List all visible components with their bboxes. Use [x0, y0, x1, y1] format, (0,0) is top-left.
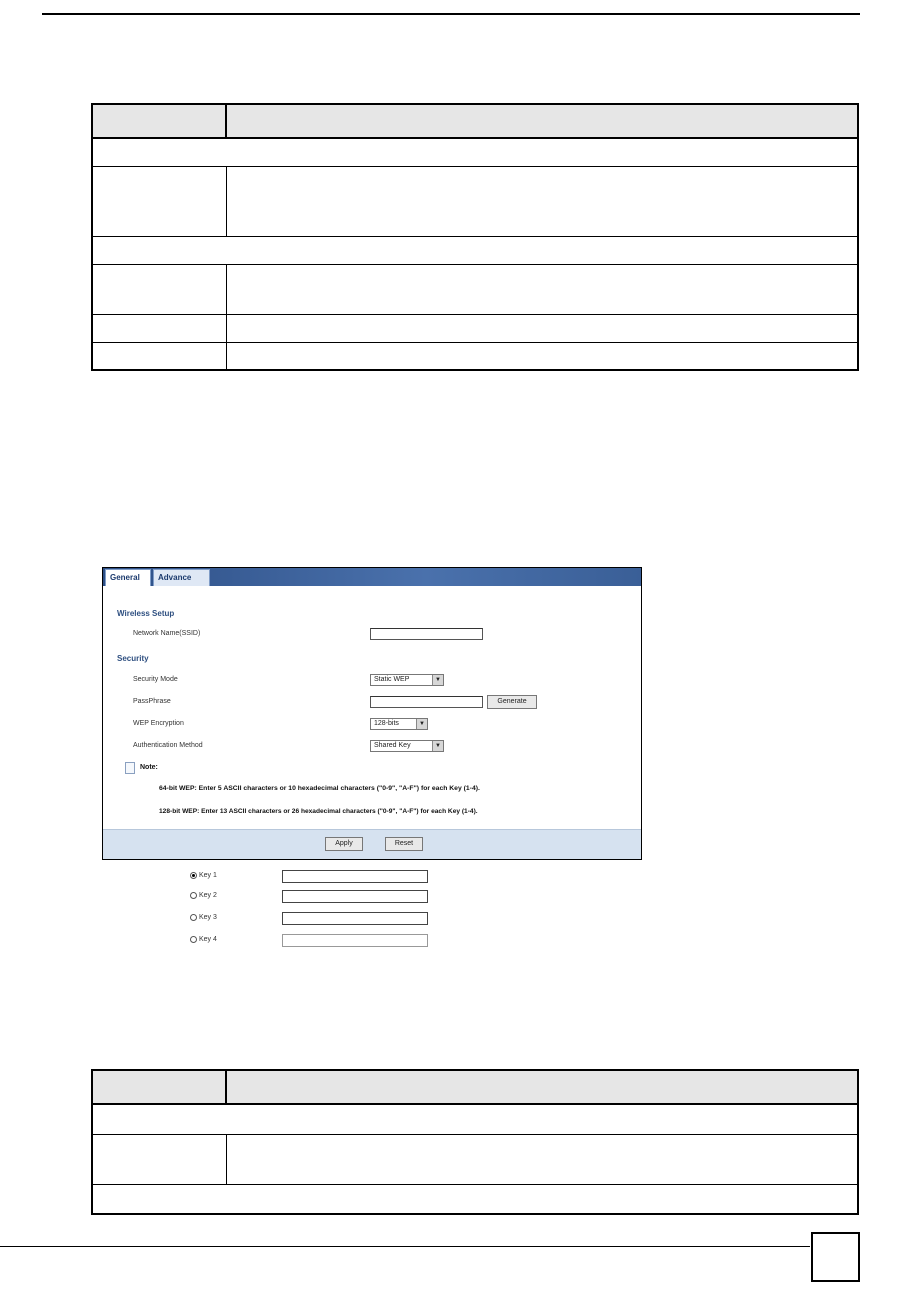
- note-line-128bit: 128-bit WEP: Enter 13 ASCII characters or 26 hexadecimal characters ("0-9", "A-F") for each Key (1-4).: [159, 808, 478, 815]
- security-title: Security: [117, 654, 149, 663]
- key4-input[interactable]: [282, 934, 428, 947]
- page-number-box: [811, 1232, 860, 1282]
- header-rule: [42, 13, 860, 15]
- chevron-down-icon: ▼: [432, 741, 443, 751]
- label-description-table-2: [91, 1069, 859, 1215]
- apply-button[interactable]: Apply: [325, 837, 363, 851]
- note-label: Note:: [140, 764, 158, 771]
- generate-button[interactable]: Generate: [487, 695, 537, 709]
- key3-radio[interactable]: [190, 914, 197, 921]
- wep-encryption-label: WEP Encryption: [133, 720, 184, 727]
- auth-method-label: Authentication Method: [133, 742, 203, 749]
- key2-label: Key 2: [199, 892, 217, 899]
- passphrase-label: PassPhrase: [133, 698, 171, 705]
- wireless-setup-title: Wireless Setup: [117, 609, 175, 618]
- screenshot-footer-bar: [103, 829, 641, 859]
- tab-general[interactable]: General: [105, 569, 151, 586]
- key4-label: Key 4: [199, 936, 217, 943]
- key2-input[interactable]: [282, 890, 428, 903]
- chevron-down-icon: ▼: [432, 675, 443, 685]
- key1-input[interactable]: [282, 870, 428, 883]
- key4-radio[interactable]: [190, 936, 197, 943]
- label-description-table-1: [91, 103, 859, 371]
- note-line-64bit: 64-bit WEP: Enter 5 ASCII characters or 10 hexadecimal characters ("0-9", "A-F") for each Key (1-4).: [159, 785, 480, 792]
- tab-advance[interactable]: Advance: [153, 569, 210, 586]
- key2-radio[interactable]: [190, 892, 197, 899]
- key1-radio[interactable]: [190, 872, 197, 879]
- wep-encryption-value: 128-bits: [374, 720, 399, 727]
- key3-input[interactable]: [282, 912, 428, 925]
- security-mode-value: Static WEP: [374, 676, 410, 683]
- auth-method-value: Shared Key: [374, 742, 411, 749]
- key1-label: Key 1: [199, 872, 217, 879]
- key-section: [102, 567, 642, 943]
- security-mode-label: Security Mode: [133, 676, 178, 683]
- footer-rule: [0, 1246, 810, 1247]
- network-name-label: Network Name(SSID): [133, 630, 201, 637]
- reset-button[interactable]: Reset: [385, 837, 423, 851]
- key3-label: Key 3: [199, 914, 217, 921]
- chevron-down-icon: ▼: [416, 719, 427, 729]
